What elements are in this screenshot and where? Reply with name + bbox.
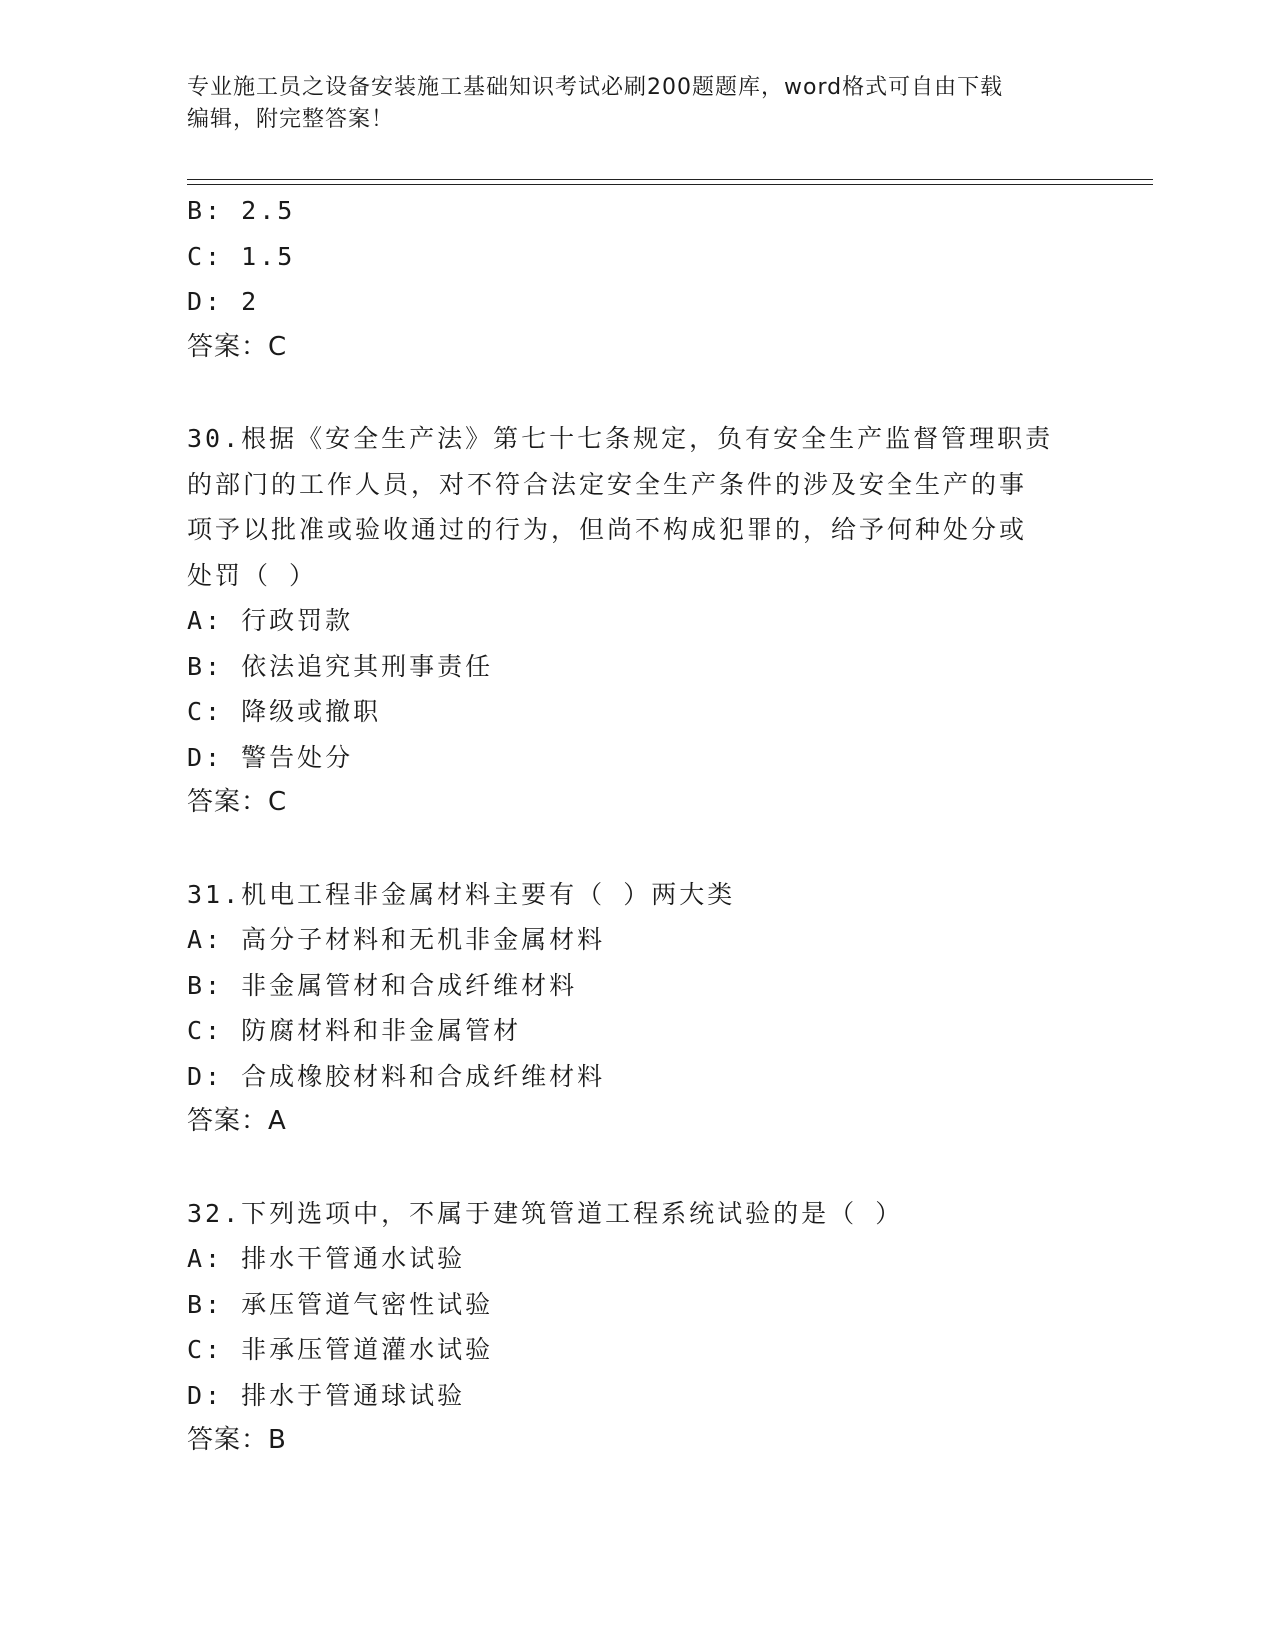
option-d: D: 2 — [187, 287, 260, 316]
option-a: A: 排水干管通水试验 — [187, 1244, 466, 1273]
question-text-line: 32.下列选项中，不属于建筑管道工程系统试验的是（ ） — [187, 1198, 904, 1228]
question-text-line: 的部门的工作人员，对不符合法定安全生产条件的涉及安全生产的事 — [187, 469, 1028, 499]
option-a: A: 行政罚款 — [187, 606, 354, 635]
option-d: D: 警告处分 — [187, 742, 354, 772]
option-c: C: 降级或撤职 — [187, 697, 382, 726]
option-a: A: 高分子材料和无机非金属材料 — [187, 925, 606, 954]
option-b: B: 依法追究其刑事责任 — [187, 651, 494, 681]
header-divider-top — [187, 179, 1153, 180]
question-29-tail — [187, 188, 1153, 370]
answer-line: 答案：B — [187, 1425, 287, 1455]
option-c: C: 1.5 — [187, 241, 296, 271]
answer-line: 答案：A — [187, 1106, 287, 1136]
answer-line: 答案：C — [187, 787, 288, 817]
question-31 — [187, 872, 1153, 1145]
header-title-line-1: 专业施工员之设备安装施工基础知识考试必刷200题题库，word格式可自由下载 — [187, 75, 1004, 100]
question-32 — [187, 1191, 1153, 1464]
question-text-line: 处罚（ ） — [187, 560, 318, 590]
spacer — [187, 826, 1153, 872]
question-list — [187, 188, 1153, 1464]
spacer — [187, 370, 1153, 416]
option-d: D: 排水于管通球试验 — [187, 1380, 466, 1410]
question-text-line: 30.根据《安全生产法》第七十七条规定，负有安全生产监督管理职责 — [187, 424, 1054, 453]
option-c: C: 非承压管道灌水试验 — [187, 1335, 494, 1364]
answer-line: 答案：C — [187, 331, 288, 362]
question-text-line: 项予以批准或验收通过的行为，但尚不构成犯罪的，给予何种处分或 — [187, 515, 1028, 544]
question-30 — [187, 416, 1153, 826]
option-b: B: 2.5 — [187, 196, 296, 225]
option-b: B: 承压管道气密性试验 — [187, 1289, 494, 1319]
header-divider-bottom — [187, 184, 1153, 185]
document-header — [187, 72, 1067, 136]
header-title-line-2: 编辑，附完整答案！ — [187, 107, 395, 132]
option-b: B: 非金属管材和合成纤维材料 — [187, 970, 578, 1000]
option-d: D: 合成橡胶材料和合成纤维材料 — [187, 1061, 606, 1091]
question-text-line: 31.机电工程非金属材料主要有（ ）两大类 — [187, 879, 736, 909]
spacer — [187, 1145, 1153, 1191]
option-c: C: 防腐材料和非金属管材 — [187, 1016, 522, 1045]
